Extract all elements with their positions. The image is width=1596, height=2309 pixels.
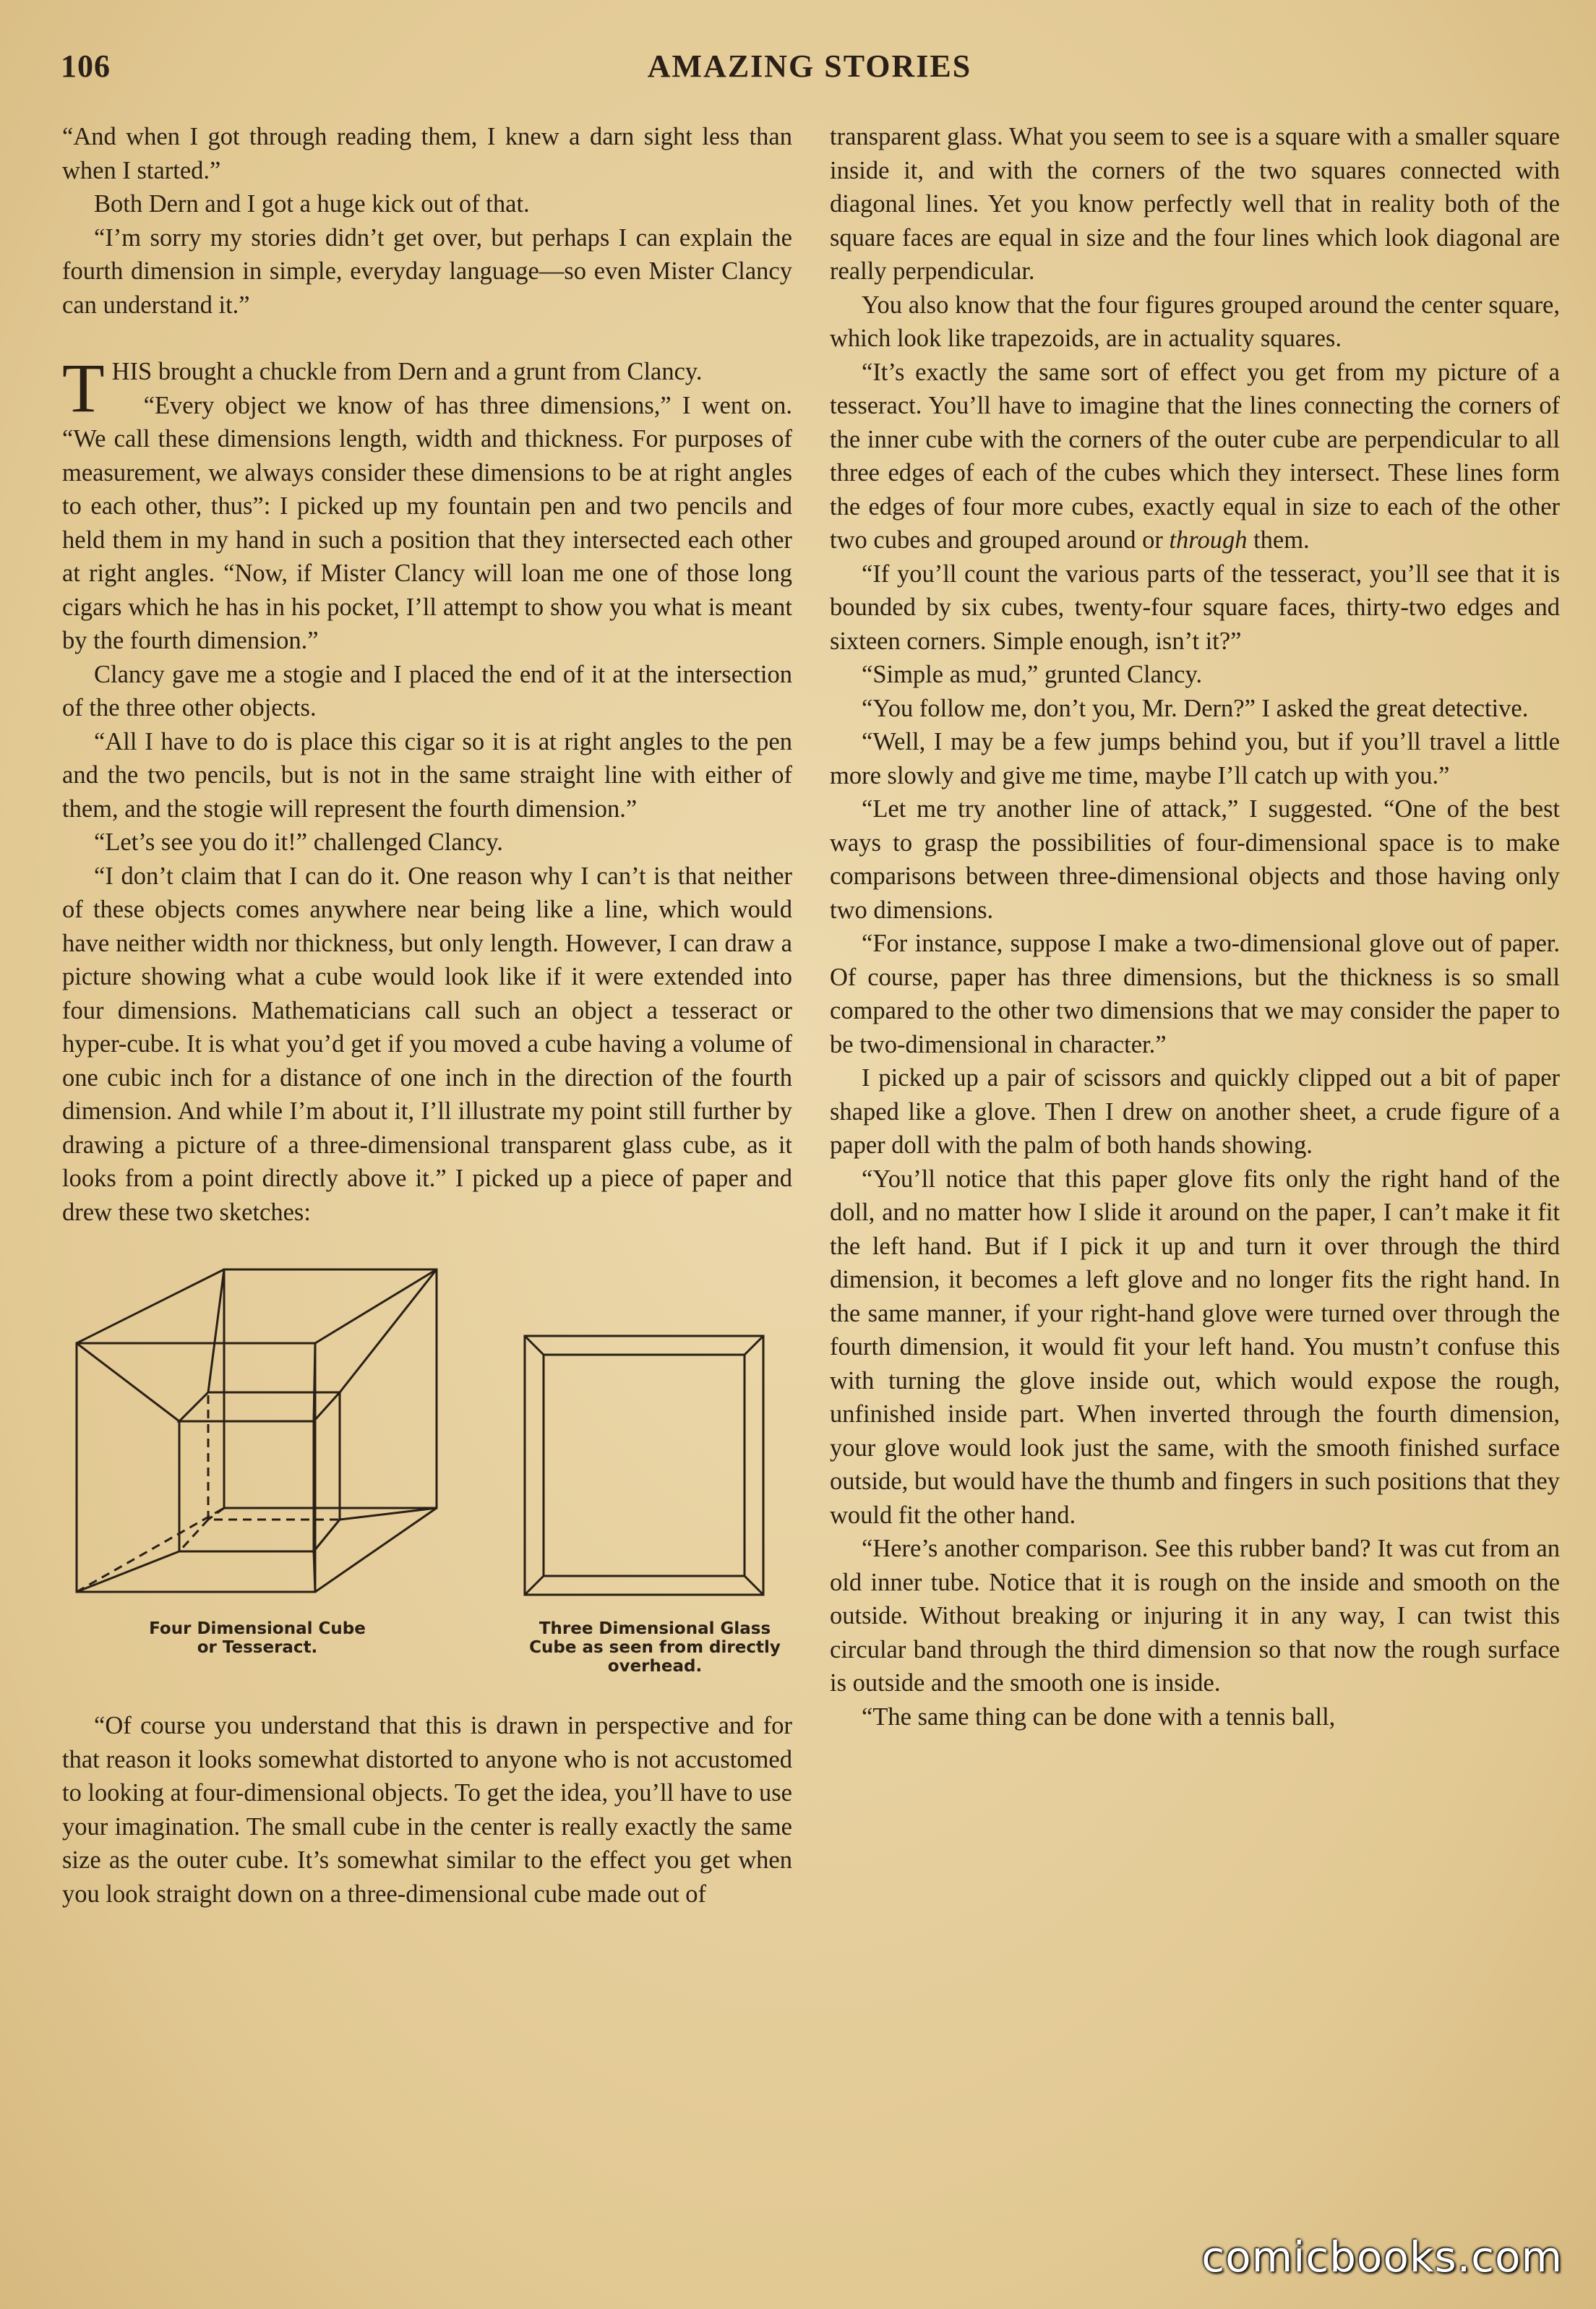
caption-line: overhead.	[607, 1657, 703, 1676]
watermark: comicbooks.com	[1201, 2232, 1563, 2282]
paragraph: “I’m sorry my stories didn’t get over, but perhaps I can explain the fourth dimension in simple, everyday language—so even Mister Clancy can understand it.”	[62, 223, 792, 319]
paragraph-text: “It’s exactly the same sort of effect you get from my picture of a tesseract. You’ll have to imagine that the lines connecting the corners of the inner cube with the corners of the outer cube are perpendicular to all three edges of each of the cubes which they intersect. These lines form the edges of four more cubes, exactly equal in size to each of the other two cubes and grouped around or	[830, 358, 1560, 554]
tesseract-drawing	[69, 1248, 445, 1609]
paragraph: “You’ll notice that this paper glove fits only the right hand of the doll, and no matter how I slide it around on the paper, I can’t make it fit the left hand. But if I pick it up and turn it over through the third dimension, it becomes a left glove and no longer fits the right hand. In the same manner, if your right-hand glove were turned over through the fourth dimension, it would fit your left hand. You mustn’t confuse this with turning the glove inside out, which would expose the rough, unfinished inside part. When inverted through the fourth dimension, your glove would look just the same, with the smooth finished surface outside, but would have the thumb and fingers in such positions that they would fit the other hand.	[830, 1165, 1560, 1529]
glass-cube-caption	[518, 1619, 792, 1676]
paragraph: “You follow me, don’t you, Mr. Dern?” I asked the great detective.	[862, 694, 1529, 722]
paragraph: “If you’ll count the various parts of the tesseract, you’ll see that it is bounded by six cubes, twenty-four square faces, thirty-two edges and sixteen corners. Simple enough, isn’t it?”	[830, 560, 1560, 655]
running-head: AMAZING STORIES	[647, 48, 972, 84]
paragraph-text: them.	[1247, 526, 1310, 554]
glass-cube-figure	[518, 1248, 792, 1676]
paragraph: “Every object we know of has three dimensions,” I went on. “We call these dimensions length, width and thickness. For purposes of measurement, we always consider these dimensions to be at right angles to each other, thus”: I picked up my fountain pen and two pencils and held them in my hand in such a position that they intersected each other at right angles. “Now, if Mister Clancy will loan me one of those long cigars which he has in his pocket, I’ll attempt to show you what is meant by the fourth dimension.”	[62, 391, 792, 654]
paragraph: “Well, I may be a few jumps behind you, but if you’ll travel a little more slowly and give me time, maybe I’ll catch up with you.”	[830, 728, 1560, 789]
page-number: 106	[61, 48, 111, 84]
emphasis: through	[1169, 526, 1248, 554]
inner-square	[544, 1355, 745, 1576]
tesseract-figure	[69, 1248, 445, 1657]
paragraph-dropcap	[62, 349, 792, 427]
paragraph: “The same thing can be done with a tennis ball,	[862, 1702, 1336, 1731]
caption-line: Cube as seen from directly	[529, 1638, 781, 1657]
paragraph: transparent glass. What you seem to see is a square with a smaller square inside it, and with the corners of the two squares connected with diagonal lines. Yet you know perfectly well that in reality both of the square faces are equal in size and the four lines which look diagonal are really perpendicular.	[830, 123, 1560, 285]
paragraph-text: HIS brought a chuckle from Dern and a grunt from Clancy.	[111, 358, 703, 385]
inner-front-face	[179, 1421, 314, 1551]
paragraph: “Of course you understand that this is drawn in perspective and for that reason it looks somewhat distorted to anyone who is not accustomed to looking at four-dimensional objects. To get the idea, you’ll have to use your imagination. The small cube in the center is really exactly the same size as the outer cube. It’s somewhat similar to the effect you get when you look straight down on a three-dimensional cube made out of	[62, 1712, 792, 1908]
outer-front-face	[77, 1343, 315, 1592]
paragraph: Both Dern and I got a huge kick out of that.	[94, 190, 530, 218]
left-column	[62, 120, 792, 1911]
paragraph	[830, 356, 1560, 557]
paragraph: “Simple as mud,” grunted Clancy.	[862, 661, 1203, 688]
drop-cap: T	[62, 349, 105, 427]
paragraph: “I don’t claim that I can do it. One reason why I can’t is that neither of these objects comes anywhere near being like a line, which would have neither width nor thickness, but only length. However, I can draw a picture showing what a cube would look like if it were extended into four dimensions. Mathematicians call such an object a tesseract or hyper-cube. It is what you’d get if you moved a cube having a volume of one cubic inch for a distance of one inch in the direction of the fourth dimension. And while I’m about it, I’ll illustrate my point still further by drawing a picture of a three-dimensional transparent glass cube, as it looks from a point directly above it.” I picked up a piece of paper and drew these two sketches:	[62, 862, 792, 1226]
outer-back-face	[224, 1269, 437, 1508]
page-header	[61, 48, 1558, 91]
caption-line: Four Dimensional Cube	[149, 1619, 366, 1638]
paragraph: “Here’s another comparison. See this rubber band? It was cut from an old inner tube. Notice that it is rough on the inside and smooth on the outside. Without breaking or injuring it in any way, I can twist this circular band through the third dimension so that now the rough surface is outside and the smooth one is inside.	[830, 1535, 1560, 1697]
paragraph: Clancy gave me a stogie and I placed the end of it at the intersection of the three other objects.	[62, 660, 792, 721]
right-column	[830, 120, 1560, 1734]
paragraph: “Let’s see you do it!” challenged Clancy.	[94, 828, 503, 856]
paragraph: “All I have to do is place this cigar so it is at right angles to the pen and the two pencils, but is not in the same straight line with either of them, and the stogie will represent the fourth dimension.”	[62, 727, 792, 823]
paragraph: “For instance, suppose I make a two-dimensional glove out of paper. Of course, paper has three dimensions, but the thickness is so small compared to the other two dimensions that we may consider the paper to be two-dimensional in character.”	[830, 930, 1560, 1058]
paragraph: You also know that the four figures grouped around the center square, which look like trapezoids, are in actuality squares.	[830, 291, 1560, 352]
figures	[62, 1248, 792, 1693]
caption-line: or Tesseract.	[197, 1638, 318, 1657]
paragraph: I picked up a pair of scissors and quickly clipped out a bit of paper shaped like a glove. Then I drew on another sheet, a crude figure of a paper doll with the palm of both hands showing.	[830, 1064, 1560, 1159]
outer-square	[525, 1336, 763, 1595]
caption-line: Three Dimensional Glass	[539, 1619, 771, 1638]
paragraph: “And when I got through reading them, I knew a darn sight less than when I started.”	[62, 123, 792, 184]
tesseract-caption	[69, 1619, 445, 1657]
paragraph: “Let me try another line of attack,” I suggested. “One of the best ways to grasp the possibilities of four-dimensional space is to make comparisons between three-dimensional objects and those having only two dimensions.	[830, 795, 1560, 924]
glass-cube-drawing	[518, 1248, 778, 1609]
